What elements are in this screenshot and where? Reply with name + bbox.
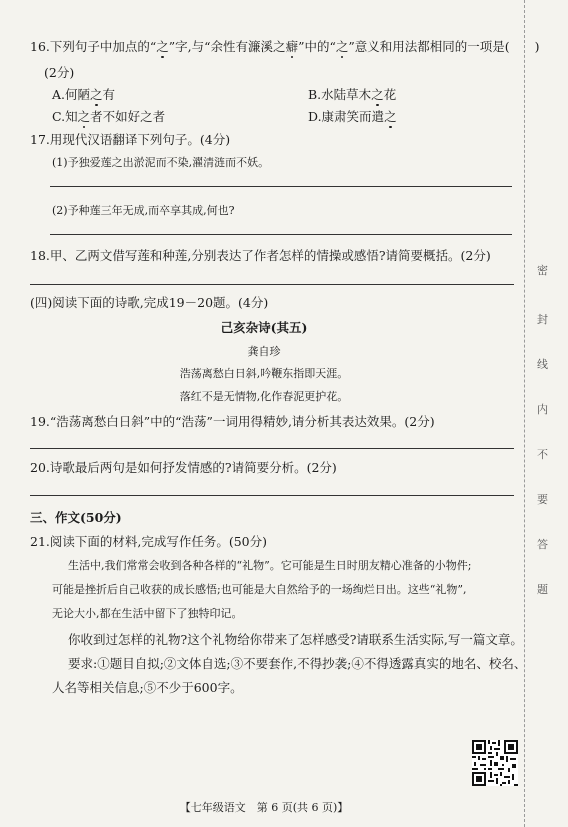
question-18-stem: 18.甲、乙两文借写莲和种莲,分别表达了作者怎样的情操或感悟?请简要概括。(2分) (30, 248, 491, 263)
question-21-stem: 21.阅读下面的材料,完成写作任务。(50分) (30, 534, 268, 549)
seal-char: 要 (537, 493, 548, 506)
seal-char: 答 (537, 538, 548, 551)
poem-line-1: 浩荡离愁白日斜,吟鞭东指即天涯。 (179, 367, 349, 380)
seal-dashed-line (524, 0, 525, 827)
seal-char: 封 (537, 313, 548, 326)
question-17-sentence-2: (2)予种莲三年无成,而卒享其成,何也? (52, 204, 235, 217)
material-line-3: 无论大小,都在生活中留下了独特印记。 (52, 607, 243, 620)
option-d: D.康肃笑而遣之 (308, 109, 397, 124)
requirements-line-1: 要求:①题目自拟;②文体自选;③不要套作,不得抄袭;④不得透露真实的地名、校名、 (68, 656, 527, 671)
section-4-title: (四)阅读下面的诗歌,完成19－20题。(4分) (30, 295, 269, 310)
option-a: A.何陋之有 (52, 87, 116, 102)
material-line-2: 可能是挫折后自己收获的成长感悟;也可能是大自然给予的一场绚烂日出。这些“礼物”, (52, 583, 467, 596)
poem-title: 己亥杂诗(其五) (220, 320, 308, 335)
answer-line[interactable] (30, 284, 514, 285)
seal-char: 线 (537, 358, 548, 371)
question-16-stem: 16.下列句子中加点的“之”字,与“余性有濂溪之癖”中的“之”意义和用法都相同的一项是( ) (30, 39, 540, 54)
question-19-stem: 19.“浩荡离愁白日斜”中的“浩荡”一词用得精妙,请分析其表达效果。(2分) (30, 414, 435, 429)
seal-char: 题 (537, 583, 548, 596)
page-footer: 【七年级语文 第 6 页(共 6 页)】 (179, 801, 349, 814)
question-20-stem: 20.诗歌最后两句是如何抒发情感的?请简要分析。(2分) (30, 460, 337, 475)
answer-line[interactable] (30, 448, 514, 449)
question-16-score: (2分) (44, 65, 75, 80)
seal-char: 不 (537, 448, 548, 461)
question-17-sentence-1: (1)予独爱莲之出淤泥而不染,濯清涟而不妖。 (52, 156, 270, 169)
poem-line-2: 落红不是无情物,化作春泥更护花。 (179, 390, 349, 403)
writing-prompt: 你收到过怎样的礼物?这个礼物给你带来了怎样感受?请联系生活实际,写一篇文章。 (68, 632, 523, 647)
option-b: B.水陆草木之花 (308, 87, 397, 102)
option-c: C.知之者不如好之者 (52, 109, 166, 124)
answer-line[interactable] (50, 186, 512, 187)
qr-code-icon (472, 740, 518, 786)
material-line-1: 生活中,我们常常会收到各种各样的“礼物”。它可能是生日时朋友精心准备的小物件; (68, 559, 472, 572)
section-3-title: 三、作文(50分) (30, 510, 122, 525)
answer-line[interactable] (50, 234, 512, 235)
seal-char: 内 (537, 403, 548, 416)
requirements-line-2: 人名等相关信息;⑤不少于600字。 (52, 680, 243, 695)
poem-author: 龚自珍 (247, 345, 281, 358)
answer-line[interactable] (30, 495, 514, 496)
seal-char: 密 (537, 264, 548, 277)
question-17-stem: 17.用现代汉语翻译下列句子。(4分) (30, 132, 231, 147)
